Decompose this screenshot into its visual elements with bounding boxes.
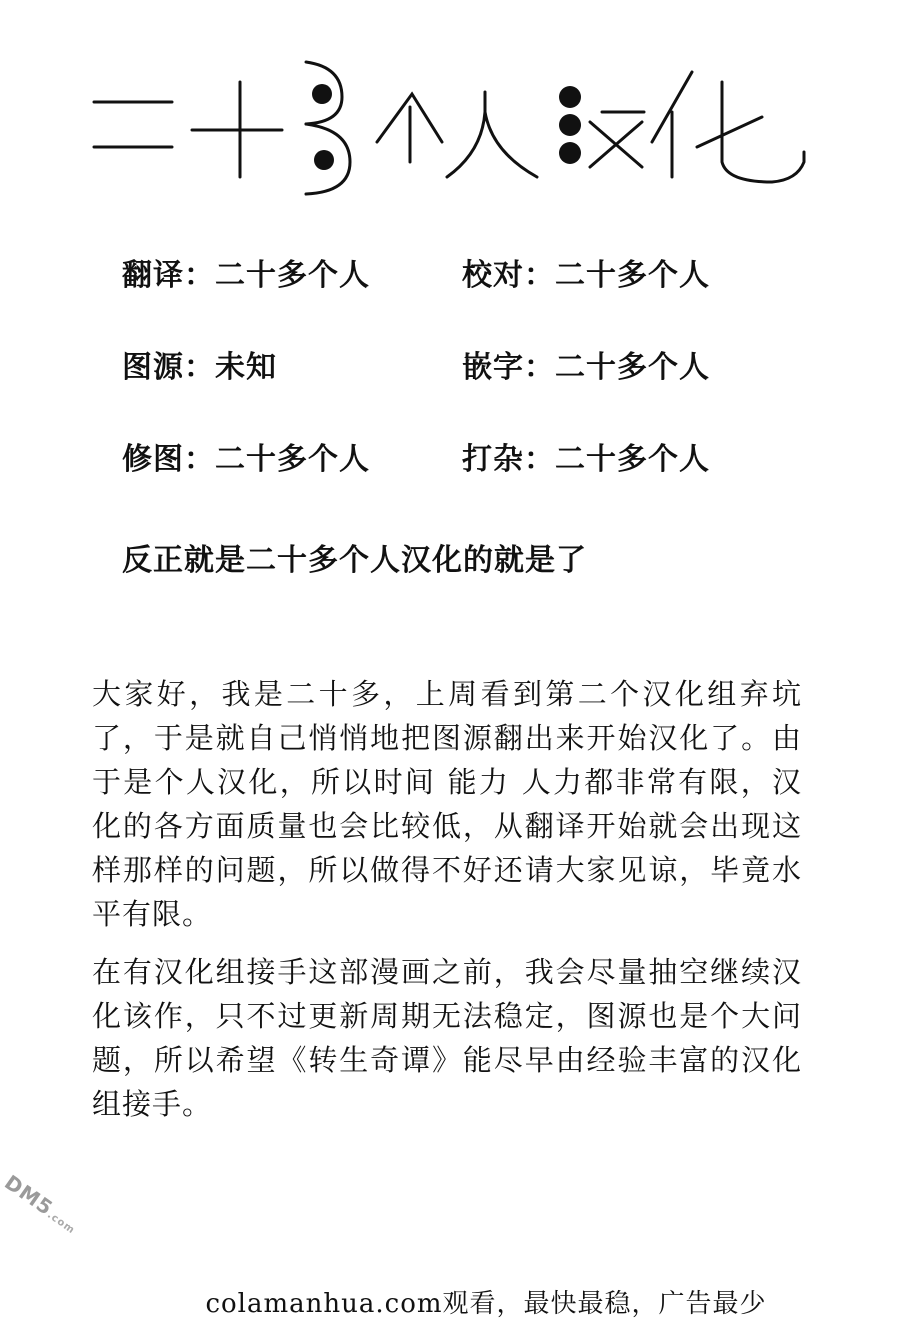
credits-block	[122, 250, 802, 526]
credit-name: 二十多个人	[555, 442, 710, 477]
site-watermark	[0, 1170, 80, 1273]
credit-role: 校对：	[462, 258, 555, 293]
credit-name: 二十多个人	[555, 258, 710, 293]
group-logo	[92, 52, 812, 197]
credit-name: 二十多个人	[215, 442, 370, 477]
credit-image-editing	[122, 434, 462, 478]
credit-role: 修图：	[122, 442, 215, 477]
watermark-suffix: .com	[45, 1209, 77, 1237]
credit-name: 二十多个人	[215, 258, 370, 293]
credit-name: 二十多个人	[555, 350, 710, 385]
credit-typesetting	[462, 342, 802, 386]
announcement-paragraph: 大家好，我是二十多，上周看到第二个汉化组弃坑了，于是就自己悄悄地把图源翻出来开始汉化了。由于是个人汉化，所以时间 能力 人力都非常有限，汉化的各方面质量也会比较低，从翻译开始就会出现这样那样的问题，所以做得不好还请大家见谅，毕竟水平有限。	[92, 677, 802, 931]
credits-summary: 反正就是二十多个人汉化的就是了	[122, 543, 587, 578]
credit-translation	[122, 250, 462, 294]
credits-row	[122, 342, 802, 434]
credit-role: 打杂：	[462, 442, 555, 477]
credit-misc	[462, 434, 802, 478]
credit-role: 嵌字：	[462, 350, 555, 385]
credit-role: 图源：	[122, 350, 215, 385]
footer-text: colamanhua.com观看，最快最稳，广告最少	[205, 1289, 767, 1319]
credits-row	[122, 434, 802, 526]
watermark-brand: DM5	[0, 1170, 58, 1221]
announcement-body	[92, 672, 802, 1140]
credit-name: 未知	[215, 350, 277, 385]
footer-notice	[0, 1283, 900, 1320]
credit-raw-source	[122, 342, 462, 386]
credit-role: 翻译：	[122, 258, 215, 293]
announcement-paragraph: 在有汉化组接手这部漫画之前，我会尽量抽空继续汉化该作，只不过更新周期无法稳定，图源也是个大问题，所以希望《转生奇谭》能尽早由经验丰富的汉化组接手。	[92, 955, 802, 1121]
credit-proofread	[462, 250, 802, 294]
group-logo-art	[92, 52, 812, 197]
credits-row	[122, 250, 802, 342]
